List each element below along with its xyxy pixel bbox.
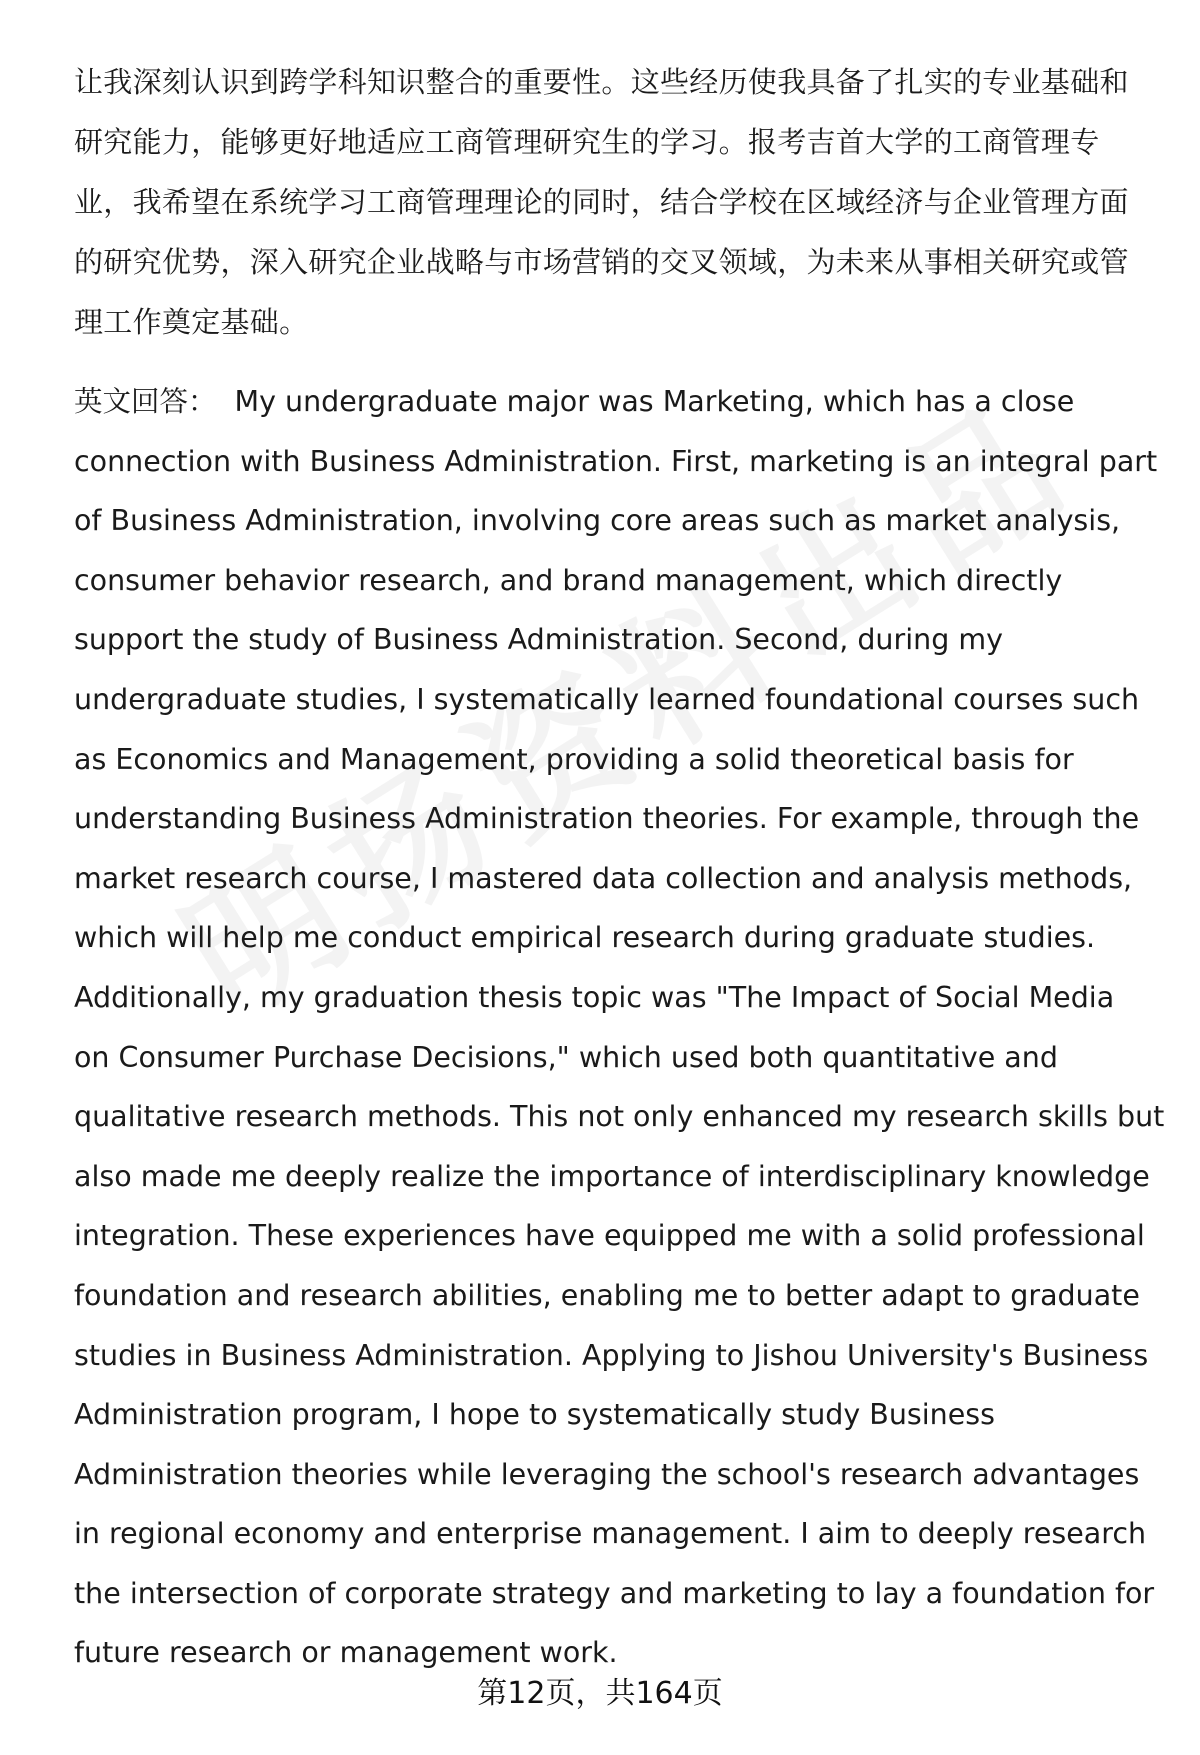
english-answer-line: studies in Business Administration. Applying to Jishou University's Business bbox=[74, 1338, 1149, 1372]
english-answer-line: qualitative research methods. This not only enhanced my research skills but bbox=[74, 1100, 1165, 1134]
chinese-answer-line: 理工作奠定基础。 bbox=[74, 305, 309, 339]
english-answer-line: undergraduate studies, I systematically learned foundational courses such bbox=[74, 682, 1140, 716]
english-answer-paragraph bbox=[74, 372, 1165, 1683]
english-answer-line: in regional economy and enterprise management. I aim to deeply research bbox=[74, 1517, 1147, 1551]
chinese-answer-line: 研究能力，能够更好地适应工商管理研究生的学习。报考吉首大学的工商管理专 bbox=[74, 125, 1100, 159]
english-answer-line: Administration program, I hope to systematically study Business bbox=[74, 1398, 995, 1432]
english-answer-line: foundation and research abilities, enabling me to better adapt to graduate bbox=[74, 1278, 1140, 1312]
english-answer-line: on Consumer Purchase Decisions," which used both quantitative and bbox=[74, 1040, 1058, 1074]
chinese-answer-line: 的研究优势，深入研究企业战略与市场营销的交叉领域，为未来从事相关研究或管 bbox=[74, 245, 1129, 279]
english-answer-line: also made me deeply realize the importance of interdisciplinary knowledge bbox=[74, 1159, 1150, 1193]
english-answer-line: Additionally, my graduation thesis topic was "The Impact of Social Media bbox=[74, 980, 1115, 1014]
english-answer-line: of Business Administration, involving core areas such as market analysis, bbox=[74, 504, 1121, 538]
english-answer-line: support the study of Business Administration. Second, during my bbox=[74, 623, 1003, 657]
english-answer-label: 英文回答： bbox=[74, 385, 217, 418]
english-answer-line: market research course, I mastered data collection and analysis methods, bbox=[74, 861, 1133, 895]
english-answer-line: which will help me conduct empirical research during graduate studies. bbox=[74, 921, 1096, 955]
chinese-answer-line: 让我深刻认识到跨学科知识整合的重要性。这些经历使我具备了扎实的专业基础和 bbox=[74, 65, 1129, 99]
english-answer-line: consumer behavior research, and brand management, which directly bbox=[74, 563, 1063, 597]
chinese-answer-line: 业，我希望在系统学习工商管理理论的同时，结合学校在区域经济与企业管理方面 bbox=[74, 185, 1129, 219]
chinese-answer-paragraph bbox=[74, 52, 1154, 352]
english-answer-first-line bbox=[74, 372, 1154, 432]
english-answer-line: as Economics and Management, providing a solid theoretical basis for bbox=[74, 742, 1074, 776]
english-answer-line: integration. These experiences have equipped me with a solid professional bbox=[74, 1219, 1145, 1253]
english-answer-line: future research or management work. bbox=[74, 1636, 618, 1670]
english-answer-line: My undergraduate major was Marketing, which has a close bbox=[234, 385, 1075, 418]
page-content bbox=[74, 52, 1165, 1683]
page-number-footer: 第12页，共164页 bbox=[477, 1676, 723, 1711]
english-answer-line: the intersection of corporate strategy and marketing to lay a foundation for bbox=[74, 1576, 1155, 1610]
english-answer-line: understanding Business Administration theories. For example, through the bbox=[74, 802, 1140, 836]
english-answer-line: Administration theories while leveraging the school's research advantages bbox=[74, 1457, 1140, 1491]
english-answer-line: connection with Business Administration. First, marketing is an integral part bbox=[74, 444, 1158, 478]
